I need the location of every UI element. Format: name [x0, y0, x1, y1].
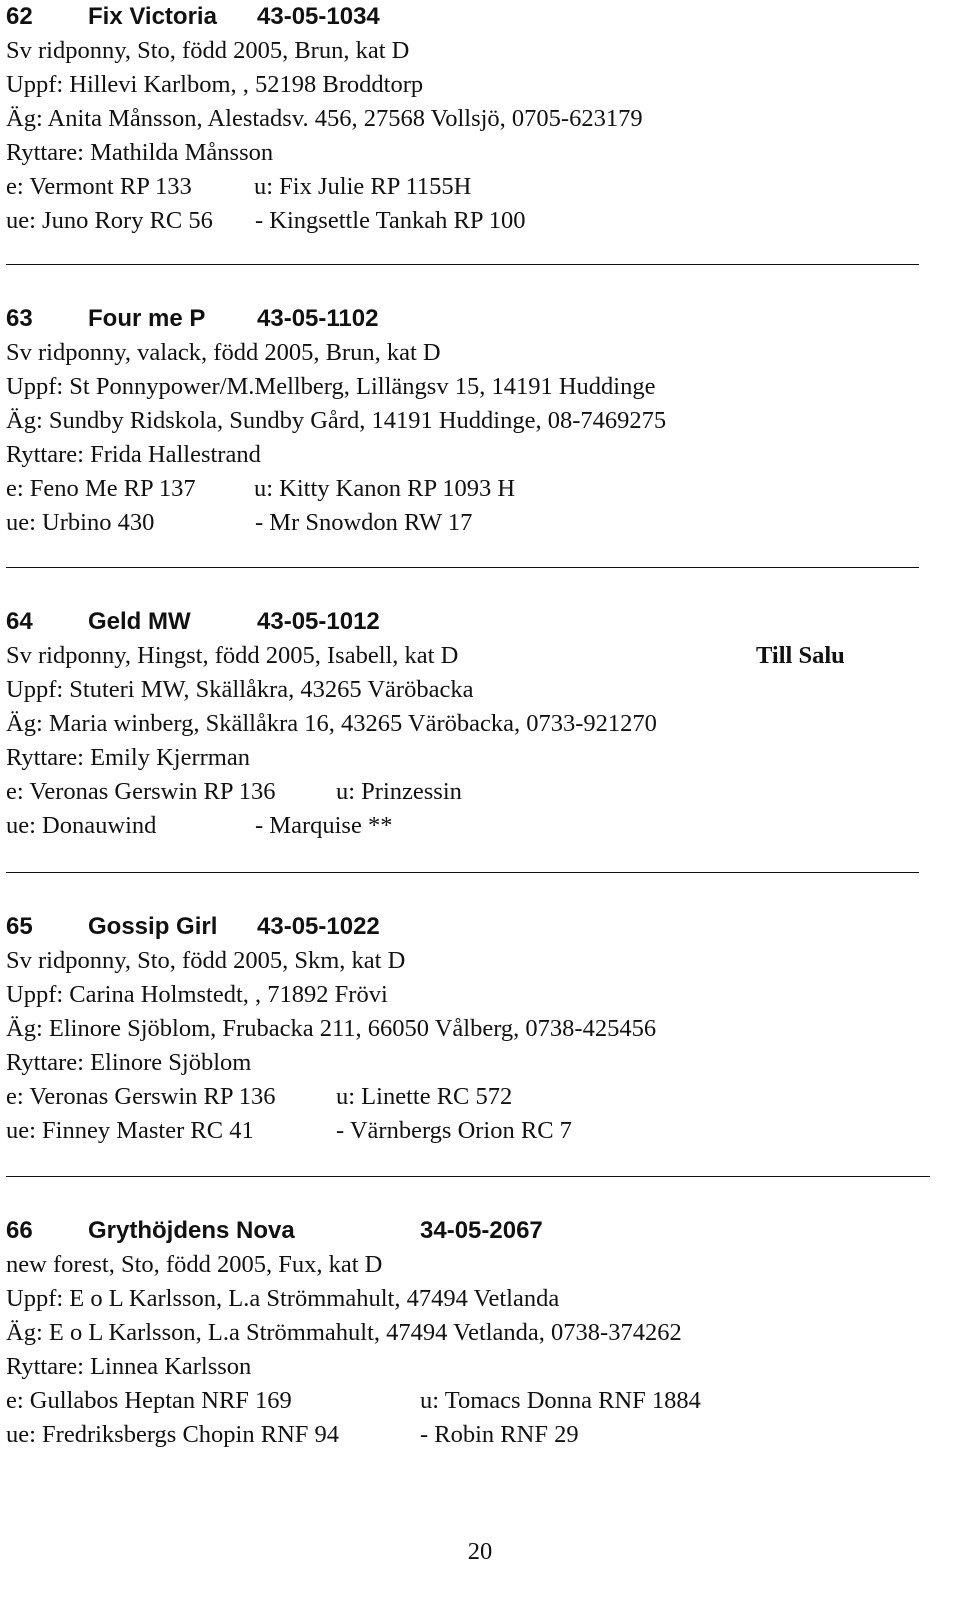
grandsire-line — [6, 1114, 946, 1148]
entry-header — [6, 1214, 946, 1248]
sire-dam-line — [6, 472, 946, 506]
dam: u: Fix Julie RP 1155H — [254, 173, 472, 200]
breeder-line: Uppf: Stuteri MW, Skällåkra, 43265 Väröbacka — [6, 676, 474, 703]
dam-sire: ue: Fredriksbergs Chopin RNF 94 — [6, 1421, 340, 1448]
sire: e: Veronas Gerswin RP 136 — [6, 1083, 276, 1110]
horse-name: Fix Victoria — [88, 3, 217, 30]
grandsire-line — [6, 204, 946, 238]
dam-sire: ue: Urbino 430 — [6, 509, 155, 536]
horse-name: Geld MW — [88, 608, 191, 635]
page-number: 20 — [467, 1538, 493, 1565]
breeder-line: Uppf: Hillevi Karlbom, , 52198 Broddtorp — [6, 71, 424, 98]
entry-66 — [6, 1214, 946, 1452]
divider — [6, 1176, 930, 1177]
entry-header — [6, 0, 946, 34]
entry-number: 66 — [6, 1217, 33, 1244]
entry-62 — [6, 0, 946, 238]
breed-line: Sv ridponny, valack, född 2005, Brun, kat D — [6, 339, 441, 366]
breed-line: new forest, Sto, född 2005, Fux, kat D — [6, 1251, 383, 1278]
dam-dam: - Mr Snowdon RW 17 — [255, 509, 473, 536]
divider — [6, 264, 919, 265]
dam-dam: - Värnbergs Orion RC 7 — [336, 1117, 572, 1144]
sire-dam-line — [6, 1080, 946, 1114]
horse-name: Four me P — [88, 305, 206, 332]
rider-line: Ryttare: Emily Kjerrman — [6, 744, 250, 771]
divider — [6, 872, 919, 873]
horse-name: Gossip Girl — [88, 913, 218, 940]
grandsire-line — [6, 506, 946, 540]
entry-header — [6, 910, 946, 944]
entry-number: 65 — [6, 913, 33, 940]
registration-number: 34-05-2067 — [420, 1217, 543, 1244]
entry-header — [6, 605, 946, 639]
sire-dam-line — [6, 775, 946, 809]
horse-name: Grythöjdens Nova — [88, 1217, 295, 1244]
owner-line: Äg: Sundby Ridskola, Sundby Gård, 14191 Huddinge, 08-7469275 — [6, 407, 667, 434]
entry-number: 64 — [6, 608, 33, 635]
sire-dam-line — [6, 170, 946, 204]
dam-dam: - Kingsettle Tankah RP 100 — [255, 207, 526, 234]
divider — [6, 567, 919, 568]
breed-line: Sv ridponny, Sto, född 2005, Skm, kat D — [6, 947, 406, 974]
entry-number: 62 — [6, 3, 33, 30]
sire: e: Feno Me RP 137 — [6, 475, 196, 502]
rider-line: Ryttare: Elinore Sjöblom — [6, 1049, 252, 1076]
owner-line: Äg: E o L Karlsson, L.a Strömmahult, 47494 Vetlanda, 0738-374262 — [6, 1319, 682, 1346]
entry-header — [6, 302, 946, 336]
breed-text: Sv ridponny, Hingst, född 2005, Isabell, kat D — [6, 642, 459, 669]
breed-line — [6, 639, 946, 673]
registration-number: 43-05-1102 — [257, 305, 379, 332]
registration-number: 43-05-1012 — [257, 608, 380, 635]
sire: e: Gullabos Heptan NRF 169 — [6, 1387, 292, 1414]
entry-64 — [6, 605, 946, 843]
breeder-line: Uppf: E o L Karlsson, L.a Strömmahult, 47494 Vetlanda — [6, 1285, 560, 1312]
owner-line: Äg: Maria winberg, Skällåkra 16, 43265 Väröbacka, 0733-921270 — [6, 710, 657, 737]
dam-sire: ue: Juno Rory RC 56 — [6, 207, 213, 234]
grandsire-line — [6, 809, 946, 843]
dam-dam: - Robin RNF 29 — [420, 1421, 579, 1448]
rider-line: Ryttare: Mathilda Månsson — [6, 139, 274, 166]
dam: u: Kitty Kanon RP 1093 H — [254, 475, 516, 502]
registration-number: 43-05-1034 — [257, 3, 380, 30]
for-sale-badge: Till Salu — [756, 642, 845, 669]
breed-line: Sv ridponny, Sto, född 2005, Brun, kat D — [6, 37, 410, 64]
sire-dam-line — [6, 1384, 946, 1418]
owner-line: Äg: Elinore Sjöblom, Frubacka 211, 66050 Vålberg, 0738-425456 — [6, 1015, 657, 1042]
sire: e: Vermont RP 133 — [6, 173, 192, 200]
dam: u: Tomacs Donna RNF 1884 — [420, 1387, 701, 1414]
dam-sire: ue: Donauwind — [6, 812, 157, 839]
entry-63 — [6, 302, 946, 540]
breeder-line: Uppf: St Ponnypower/M.Mellberg, Lillängsv 15, 14191 Huddinge — [6, 373, 656, 400]
rider-line: Ryttare: Linnea Karlsson — [6, 1353, 252, 1380]
rider-line: Ryttare: Frida Hallestrand — [6, 441, 261, 468]
entry-65 — [6, 910, 946, 1148]
dam-sire: ue: Finney Master RC 41 — [6, 1117, 254, 1144]
dam: u: Prinzessin — [336, 778, 462, 805]
owner-line: Äg: Anita Månsson, Alestadsv. 456, 27568 Vollsjö, 0705-623179 — [6, 105, 643, 132]
registration-number: 43-05-1022 — [257, 913, 380, 940]
sire: e: Veronas Gerswin RP 136 — [6, 778, 276, 805]
breeder-line: Uppf: Carina Holmstedt, , 71892 Frövi — [6, 981, 388, 1008]
dam: u: Linette RC 572 — [336, 1083, 513, 1110]
grandsire-line — [6, 1418, 946, 1452]
entry-number: 63 — [6, 305, 33, 332]
dam-dam: - Marquise ** — [255, 812, 393, 839]
